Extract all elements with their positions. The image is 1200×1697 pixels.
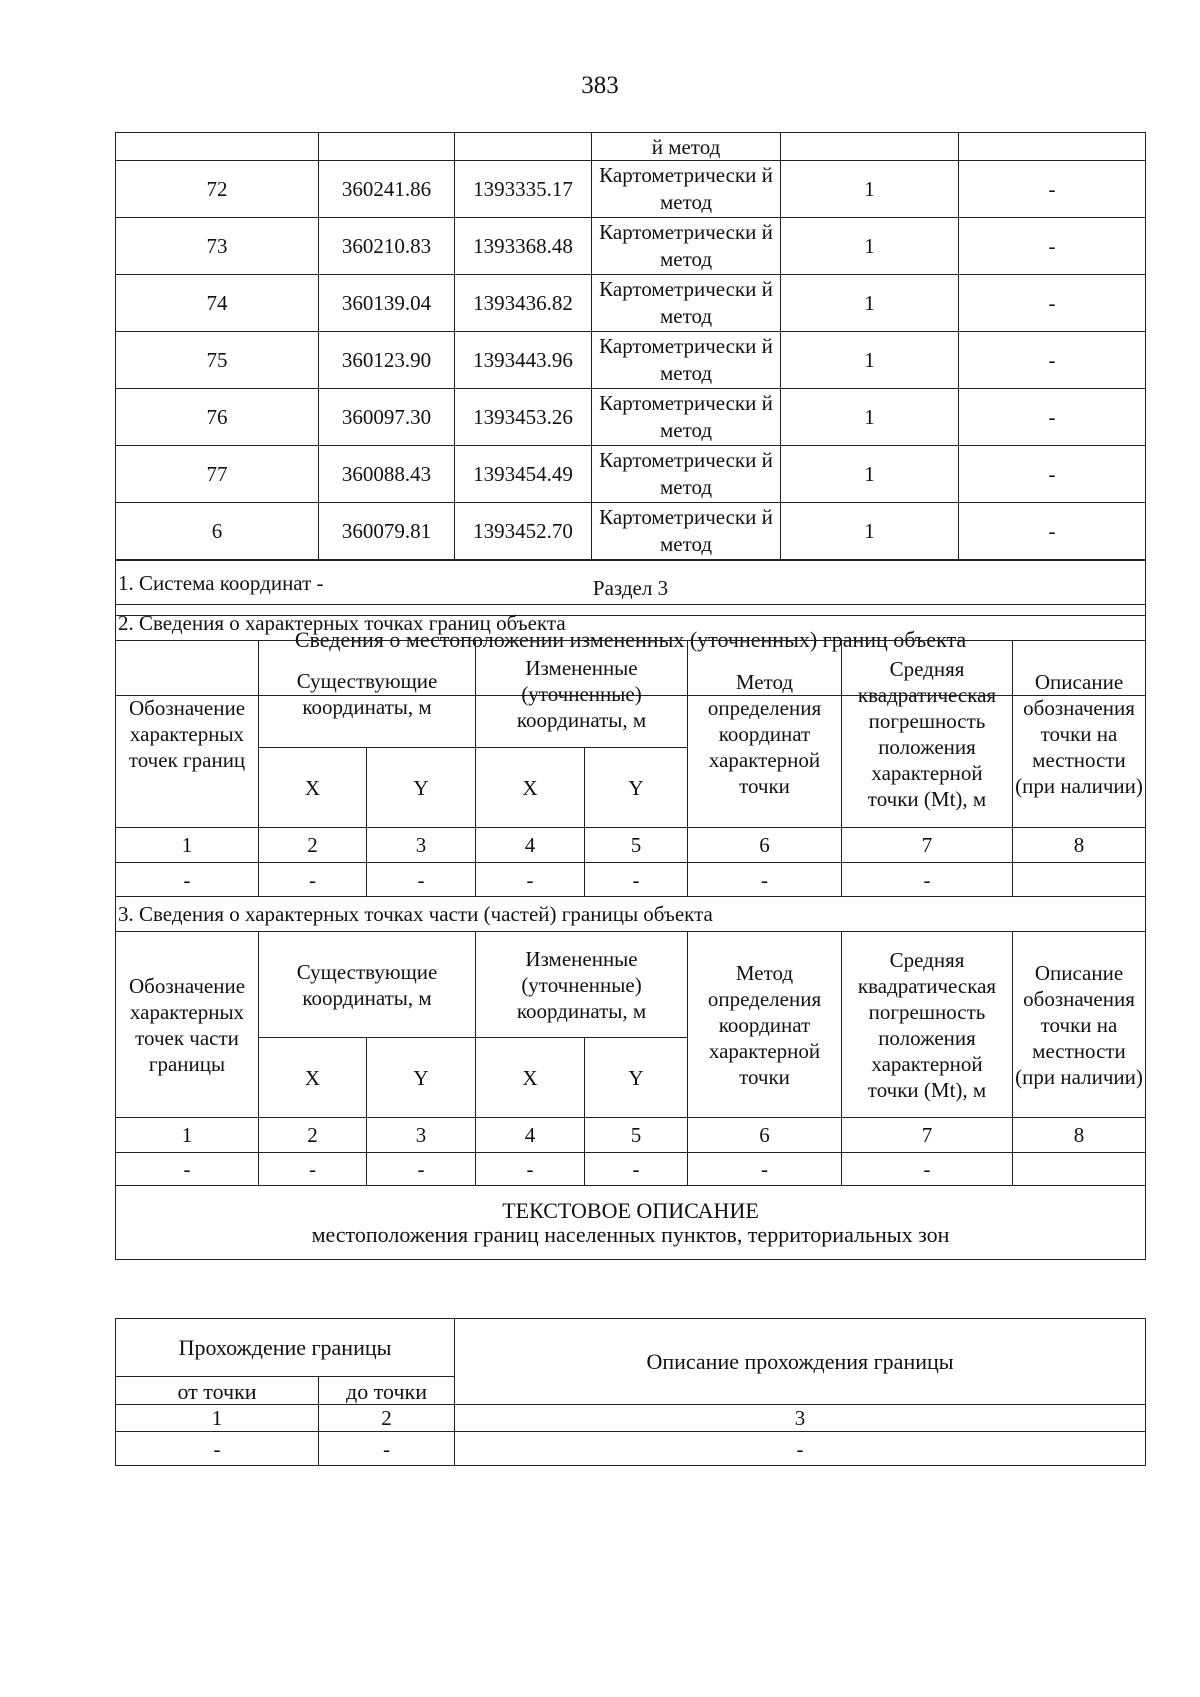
parts-caption: 3. Сведения о характерных точках части (частей) границы объекта xyxy=(116,897,1146,932)
text-description-title: ТЕКСТОВОЕ ОПИСАНИЕ xyxy=(502,1197,759,1223)
table-row: - - - xyxy=(116,1432,1146,1466)
y-header: Y xyxy=(585,748,688,828)
x-header: X xyxy=(476,1038,585,1118)
error-cell: 1 xyxy=(781,161,959,218)
coord-system: 1. Система координат - xyxy=(116,561,1146,605)
x-coordinate-cell: 360088.43 xyxy=(319,446,455,503)
section-title: Раздел 3 xyxy=(116,560,1146,616)
x-header: X xyxy=(259,748,367,828)
passage-header: Прохождение границы xyxy=(116,1319,455,1377)
y-coordinate-cell: 1393443.96 xyxy=(455,332,592,389)
method-header: Метод определения координат характерной точки xyxy=(688,932,842,1118)
table-row xyxy=(116,161,1146,218)
changed-coords-header: Измененные (уточненные) координаты, м xyxy=(476,641,688,748)
from-point-header: от точки xyxy=(116,1377,319,1405)
text-description-heading xyxy=(116,1186,1146,1260)
y-coordinate-cell: 1393453.26 xyxy=(455,389,592,446)
description-cell: - xyxy=(959,161,1146,218)
method-cell: Картометрически й метод xyxy=(592,332,781,389)
designation-header: Обозначение характерных точек границ xyxy=(116,641,259,828)
description-cell: - xyxy=(959,446,1146,503)
table-row xyxy=(116,561,1146,605)
passage-description-header: Описание прохождения границы xyxy=(455,1319,1146,1405)
description-header: Описание обозначения точки на местности (при наличии) xyxy=(1013,932,1146,1118)
x-coordinate-cell: 360123.90 xyxy=(319,332,455,389)
section-subtitle: Сведения о местоположении измененных (уточненных) границ объекта xyxy=(116,616,1146,696)
table-row xyxy=(116,218,1146,275)
y-coordinate-cell: 1393452.70 xyxy=(455,503,592,560)
y-coordinate-cell: 1393368.48 xyxy=(455,218,592,275)
table-row xyxy=(116,275,1146,332)
table-row xyxy=(116,332,1146,389)
column-numbers-row: 1 2 3 xyxy=(116,1405,1146,1432)
description-cell: - xyxy=(959,503,1146,560)
table-row xyxy=(116,446,1146,503)
error-header: Средняя квадратическая погрешность положения характерной точки (Mt), м xyxy=(842,641,1013,828)
y-coordinate-cell: 1393454.49 xyxy=(455,446,592,503)
description-cell: - xyxy=(959,275,1146,332)
description-cell: - xyxy=(959,389,1146,446)
description-cell: - xyxy=(959,332,1146,389)
table-row xyxy=(116,503,1146,560)
page-number: 383 xyxy=(581,72,619,99)
y-coordinate-cell: 1393436.82 xyxy=(455,275,592,332)
table-row: - - - - - - - xyxy=(116,1153,1146,1186)
x-header: X xyxy=(259,1038,367,1118)
point-id-cell: 72 xyxy=(116,161,319,218)
point-id-cell: 76 xyxy=(116,389,319,446)
error-cell: 1 xyxy=(781,332,959,389)
method-cell: Картометрически й метод xyxy=(592,161,781,218)
column-numbers-row: 1 2 3 4 5 6 7 8 xyxy=(116,1118,1146,1153)
x-coordinate-cell: 360097.30 xyxy=(319,389,455,446)
point-id-cell: 73 xyxy=(116,218,319,275)
error-cell: 1 xyxy=(781,446,959,503)
y-coordinate-cell: 1393335.17 xyxy=(455,161,592,218)
y-header: Y xyxy=(585,1038,688,1118)
table-row: - - - - - - - xyxy=(116,863,1146,897)
error-cell: 1 xyxy=(781,389,959,446)
x-coordinate-cell: 360210.83 xyxy=(319,218,455,275)
text-description-subtitle: местоположения границ населенных пунктов, территориальных зон xyxy=(311,1221,950,1247)
point-id-cell: 6 xyxy=(116,503,319,560)
table-row xyxy=(116,389,1146,446)
text-description-table xyxy=(115,1318,1146,1466)
error-cell: 1 xyxy=(781,218,959,275)
method-cell: Картометрически й метод xyxy=(592,389,781,446)
x-coordinate-cell: 360079.81 xyxy=(319,503,455,560)
designation-header: Обозначение характерных точек части границы xyxy=(116,932,259,1118)
table-row xyxy=(116,605,1146,641)
method-cell: Картометрически й метод xyxy=(592,503,781,560)
changed-coords-header: Измененные (уточненные) координаты, м xyxy=(476,932,688,1038)
existing-coords-header: Существующие координаты, м xyxy=(259,932,476,1038)
y-header: Y xyxy=(367,1038,476,1118)
description-header: Описание обозначения точки на местности (при наличии) xyxy=(1013,641,1146,828)
point-id-cell: 77 xyxy=(116,446,319,503)
points-caption: 2. Сведения о характерных точках границ объекта xyxy=(116,605,1146,641)
method-cell: й метод xyxy=(592,133,781,161)
x-coordinate-cell: 360139.04 xyxy=(319,275,455,332)
section3-table xyxy=(115,560,1146,1260)
method-cell: Картометрически й метод xyxy=(592,446,781,503)
x-header: X xyxy=(476,748,585,828)
to-point-header: до точки xyxy=(319,1377,455,1405)
method-cell: Картометрически й метод xyxy=(592,275,781,332)
existing-coords-header: Существующие координаты, м xyxy=(259,641,476,748)
error-cell: 1 xyxy=(781,503,959,560)
table-row xyxy=(116,641,1146,748)
method-header: Метод определения координат характерной точки xyxy=(688,641,842,828)
table-row xyxy=(116,1186,1146,1260)
description-cell: - xyxy=(959,218,1146,275)
table-row xyxy=(116,133,1146,161)
table-row xyxy=(116,1319,1146,1377)
x-coordinate-cell: 360241.86 xyxy=(319,161,455,218)
table-row xyxy=(116,932,1146,1038)
table-row xyxy=(116,897,1146,932)
column-numbers-row: 1 2 3 4 5 6 7 8 xyxy=(116,828,1146,863)
method-cell: Картометрически й метод xyxy=(592,218,781,275)
error-header: Средняя квадратическая погрешность положения характерной точки (Mt), м xyxy=(842,932,1013,1118)
y-header: Y xyxy=(367,748,476,828)
point-id-cell: 74 xyxy=(116,275,319,332)
error-cell: 1 xyxy=(781,275,959,332)
point-id-cell: 75 xyxy=(116,332,319,389)
